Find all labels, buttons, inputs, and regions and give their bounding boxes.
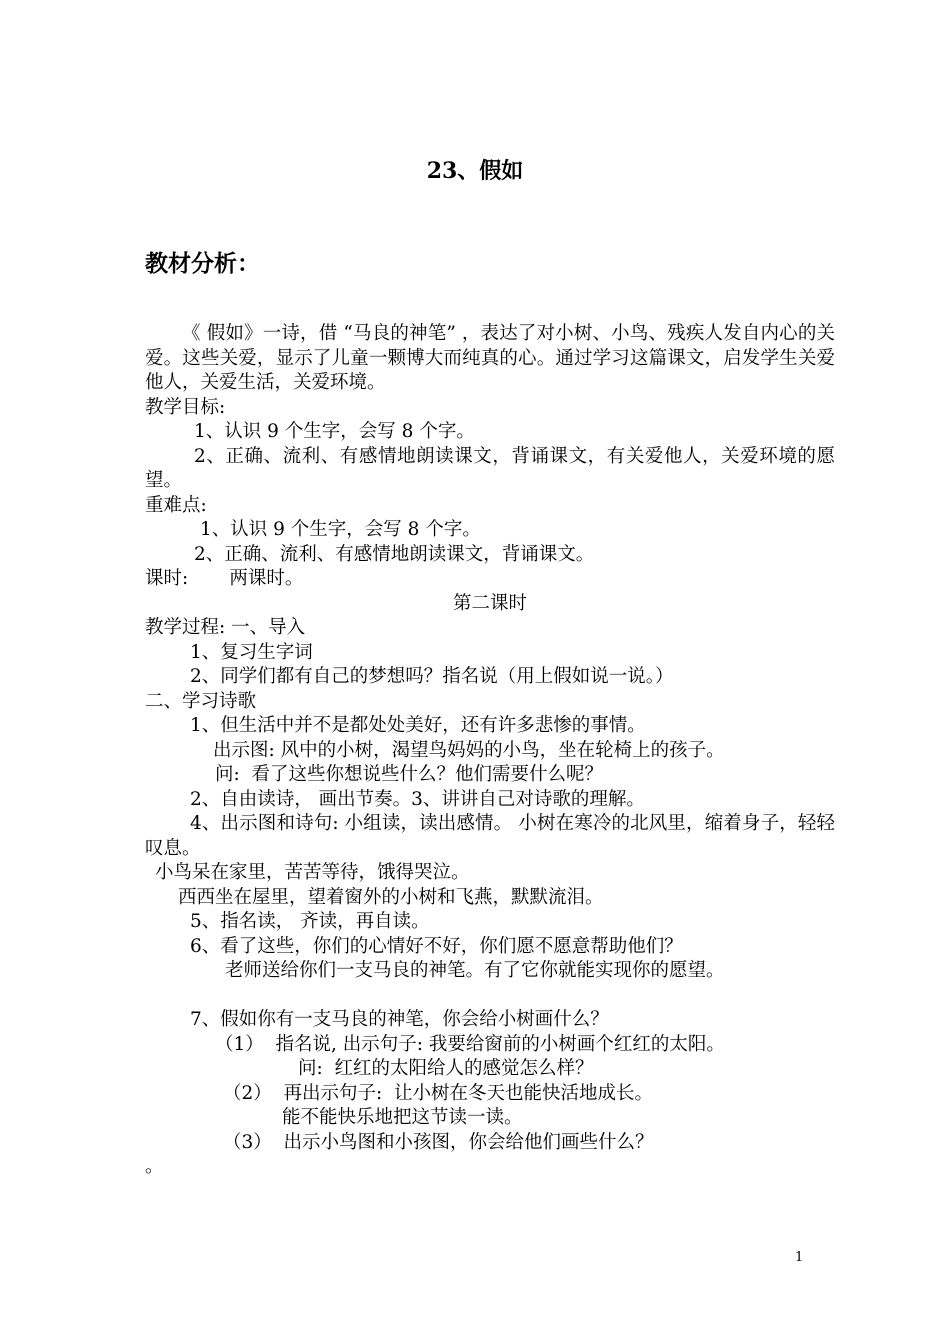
page-number: 1 <box>795 1250 804 1265</box>
section-heading: 教材分析： <box>145 250 260 277</box>
blank-line <box>145 984 835 1009</box>
lesson-two-heading: 第二课时 <box>452 592 527 614</box>
key-point-1: 1、认识 9 个生字，会写 8 个字。 <box>200 519 481 540</box>
goal-item-1: 1、认识 9 个生字，会写 8 个字。 <box>194 421 475 442</box>
analysis-paragraph: 《 假如》一诗，借 “马良的神笔” ，表达了对小树、小鸟、残疾人发自内心的关爱。这些关爱，显示了儿童一颗博大而纯真的心。通过学习这篇课文，启发学生关爱他人，关爱生活，关爱环境。 <box>145 323 835 393</box>
document-body <box>145 322 835 1180</box>
poem-step-7-2-read: 能不能快乐地把这节读一读。 <box>282 1107 523 1128</box>
poem-line-bird: 小鸟呆在家里，苦苦等待，饿得哭泣。 <box>155 862 470 883</box>
poem-step-7-1: （1） 指名说, 出示句子: 我要给窗前的小树画个红红的太阳。 <box>215 1033 725 1055</box>
poem-step-7-2: （2） 再出示句子: 让小树在冬天也能快活地成长。 <box>223 1082 654 1104</box>
lesson-title: 23、假如 <box>426 158 524 184</box>
key-points-label: 重难点: <box>145 494 207 516</box>
class-hours: 课时: 两课时。 <box>145 568 304 589</box>
process-label: 教学过程: 一、导入 <box>145 617 306 638</box>
poem-step-1: 1、但生活中并不是都处处美好，还有许多悲惨的事情。 <box>190 715 646 736</box>
step-2: 2、同学们都有自己的梦想吗？指名说（用上假如说一说。） <box>190 666 674 687</box>
poem-step-7-1-question: 问: 红红的太阳给人的感觉怎么样？ <box>298 1058 594 1079</box>
poem-step-2-3: 2、自由读诗， 画出节奏。3、讲讲自己对诗歌的理解。 <box>190 788 645 810</box>
poem-step-6: 6、看了这些，你们的心情好不好，你们愿不愿意帮助他们？ <box>190 935 683 957</box>
poem-step-1-show: 出示图: 风中的小树，渴望鸟妈妈的小鸟，坐在轮椅上的孩子。 <box>213 739 725 761</box>
part-two-label: 二、学习诗歌 <box>145 690 257 712</box>
poem-step-6-pen: 老师送给你们一支马良的神笔。有了它你就能实现你的愿望。 <box>225 960 725 981</box>
poem-step-4: 4、出示图和诗句: 小组读，读出感情。 小树在寒冷的北风里，缩着身子，轻轻叹息。 <box>145 813 835 859</box>
poem-step-7-3: （3） 出示小鸟图和小孩图，你会给他们画些什么？ <box>223 1131 654 1153</box>
end-mark: 。 <box>145 1156 164 1177</box>
key-point-2: 2、正确、流利、有感情地朗读课文，背诵课文。 <box>194 543 595 565</box>
poem-step-7: 7、假如你有一支马良的神笔，你会给小树画什么？ <box>190 1009 609 1030</box>
goal-item-2: 2、正确、流利、有感情地朗读课文，背诵课文，有关爱他人，关爱环境的愿望。 <box>145 445 835 491</box>
step-1: 1、复习生字词 <box>190 641 313 663</box>
poem-step-5: 5、指名读， 齐读，再自读。 <box>190 911 430 932</box>
poem-step-1-ask: 问: 看了这些你想说些什么？他们需要什么呢？ <box>215 764 603 785</box>
goals-label: 教学目标: <box>145 396 226 418</box>
poem-line-xixi: 西西坐在屋里，望着窗外的小树和飞燕，默默流泪。 <box>178 886 604 908</box>
